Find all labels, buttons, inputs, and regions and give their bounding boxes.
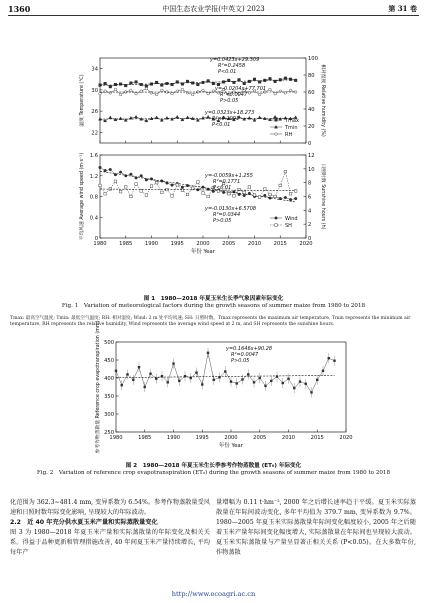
fig2-ytick-label: 500 [104,340,114,346]
fig1-top-point-tmax [253,78,256,81]
fig1-middle-point-sh [124,186,127,189]
fig1-top-point-tmax [212,82,215,85]
fig1-middle-point-sh [186,193,189,196]
fig1-top-point-tmax [109,85,112,88]
fig1-middle-legend-label: Wind [285,216,298,222]
fig1-middle-ylabel: 平均风速 Average wind speed (m·s⁻¹) [80,152,85,241]
fig2-point [305,383,307,385]
fig1-top-annotation: R²=0.0047 [220,92,248,98]
fig2-point [287,378,289,380]
fig1-middle-point-wind [284,196,287,199]
fig1-middle-annotation: y=-0.0059x+1.255 [205,173,253,179]
fig1-top-annotation: y=0.0323x+18.273 [205,110,255,116]
fig1-middle-point-wind [233,191,236,194]
fig1-middle-point-sh [191,187,194,190]
fig1-middle-annotation: P<0.01 [213,185,232,191]
fig1-top-point-rh [119,93,122,96]
fig2-annotation: y=0.1646x+90.28 [226,346,273,352]
fig1-middle-xtick-label: 1990 [144,241,159,247]
fig1-middle-point-sh [161,191,164,194]
fig1-middle-point-sh [253,194,256,197]
fig2-point [310,391,312,393]
left-paragraph-1: 化范围为 362.3~481.4 mm, 变异系数为 6.54%。参考作物蒸散量受风速和日照时数年际变化影响, 呈现较大的年际波动。 [10,499,210,516]
fig2-ytick-label: 250 [104,430,114,436]
fig2-ytick-label: 350 [104,394,114,400]
fig1-top-point-rh [289,89,292,92]
fig1-middle-point-sh [114,180,117,183]
fig2-point [132,379,134,381]
fig1-middle-point-sh [99,184,102,187]
fig1-middle-point-wind [119,171,122,174]
fig1-middle-xtick-label: 1995 [170,241,184,247]
fig1-top-legend-label: Tmin [285,125,298,131]
fig2-annotation: P>0.05 [231,358,250,364]
fig1-middle-annotation: P>0.05 [213,218,232,224]
fig1-top-annotation: P<0.01 [212,122,231,128]
fig1-middle-point-sh [119,190,122,193]
fig1-middle-point-sh [289,192,292,195]
fig1-middle-point-sh [130,195,133,198]
fig1-top-point-rh [99,92,102,95]
fig1-middle-ytick-label: 1.6 [89,153,98,159]
left-paragraph-2: 图 3 为 1980—2018 年夏玉米产量和实际蒸散量的年际变化及相关关系。得益于品种更新和管理措施改善, 40 年间夏玉米产量持续增长, 平均每年产 [10,529,210,556]
fig1-top-point-tmax [130,82,133,85]
fig1-middle-point-wind [99,166,102,169]
fig2-ytick-label: 400 [104,376,114,382]
fig1-middle-ytick-right-label: 8 [308,180,312,187]
fig2-point [149,372,151,374]
fig1-middle-point-wind [104,169,107,172]
fig1-middle-point-wind [140,174,143,177]
fig1-middle-line-sh [100,172,296,198]
fig2-point [259,377,261,379]
fig1-middle-point-sh [104,192,107,195]
fig1-middle-point-sh [269,193,272,196]
fig1-top-point-tmax [238,78,241,81]
right-paragraph-1: 量增幅为 0.11 t·hm⁻², 2000 年之后增长速率趋于平缓。夏玉米实际蒸散量在年际间波动变化, 多年平均值为 379.7 mm, 变异系数为 9.7%。1980—2005 年夏玉米实际蒸散量年际间变化幅度较小, 2005 年之后随着玉米产量年际间变化幅度增大, 实际蒸散量在年际间也呈现较大波动。夏玉米实际蒸散量与产量呈显著正相关关系 (P<0.05)。在大多数年份, 作物蒸散 [216,499,416,556]
fig1-middle-point-sh [279,184,282,187]
fig1-top-point-tmax [145,85,148,88]
fig1-middle-point-sh [150,185,153,188]
fig1-middle-xtick-label: 2005 [222,241,236,247]
fig1-top-point-rh [135,92,138,95]
fig1-middle-point-sh [197,181,200,184]
fig2-ytick-label: 300 [104,412,114,418]
fig2-point [155,378,157,380]
fig1-middle-point-sh [233,195,236,198]
fig1-middle-point-sh [135,183,138,186]
fig1-top-annotation: R²=0.2091 [212,116,240,122]
fig2-xtick-label: 1985 [138,435,152,441]
fig1-middle-point-sh [207,195,210,198]
fig1-top-point-tmax [171,83,174,86]
fig2-point [207,352,209,354]
fig1-top-point-tmax [135,81,138,84]
fig1-middle-point-wind [248,192,251,195]
fig2-point [247,373,249,375]
fig1-middle-point-sh [258,196,261,199]
fig1-middle-xtick-label: 2020 [299,241,313,247]
fig1-top-annotation: R²=0.2458 [218,63,246,69]
fig1-top-point-tmax [284,77,287,80]
fig1-top-point-tmax [227,79,230,82]
fig1-middle-xtick-label: 1980 [93,241,107,247]
fig1-middle-ylabel-right: 日照时数 Sunshine hours (h) [320,163,325,230]
fig1-top-point-rh [191,93,194,96]
fig1-top-point-tmax [114,83,117,86]
fig1-top-ytick-right-label: 20 [308,124,315,130]
fig2-xtick-label: 2000 [224,435,238,441]
fig2-xtick-label: 1990 [166,435,181,441]
fig2-point [264,385,266,387]
fig1-middle-point-wind [294,197,297,200]
fig1-top-point-tmin [248,116,251,119]
fig1-top-legend-label: Tmax [285,118,299,124]
fig1-top-point-tmin [109,116,112,119]
journal-title: 中国生态农业学报(中英文) 2023 [162,5,265,13]
fig1-top-point-tmax [207,80,210,83]
fig2-point [121,384,123,386]
fig1-top-ytick-right-label: 40 [308,107,315,113]
fig1-top-point-rh [269,88,272,91]
fig2-point [316,379,318,381]
fig1-middle-ytick-label: 0.4 [89,215,98,222]
fig1-middle-xtick-label: 2000 [196,241,210,247]
fig2-point [282,382,284,384]
section-heading: 2.2 近 40 年充分供水夏玉米产量和实际蒸散量变化 [10,519,158,526]
fig2-xtick-label: 2005 [253,435,267,441]
fig1-middle-line-wind [100,167,296,199]
fig2-xlabel: 年份 Year [219,443,243,449]
fig1-top-point-tmax [294,79,297,82]
fig1-top-ytick-right-label: 100 [308,56,318,62]
fig1-top-ylabel: 温度 Temperature (℃) [80,74,85,127]
fig2-annotation: R²=0.0047 [231,352,259,358]
fig1-top-point-tmax [161,84,164,87]
fig1-middle-point-wind [145,179,148,182]
fig2-point [172,362,174,364]
fig1-top-ytick-right-label: 0 [308,141,312,147]
fig1-top-point-tmax [104,82,107,85]
fig1-top-point-tmin [176,115,179,118]
fig2-point [293,387,295,389]
fig1-top-point-rh [171,92,174,95]
fig1-middle-point-sh [176,183,179,186]
fig2-caption-cn: 图 2 1980—2018 年夏玉米生长季参考作物蒸散量 (ET₀) 年际变化 [125,463,302,469]
fig2-point [115,370,117,372]
fig1-top-point-rh [130,89,133,92]
fig1-top-point-rh [161,89,164,92]
fig1-middle-point-sh [145,194,148,197]
fig1-middle-point-sh [264,188,267,191]
fig1-top-ytick-label: 22 [91,130,98,137]
fig1-top-point-rh [202,89,205,92]
page-number: 1360 [8,4,31,14]
fig2-xtick-label: 2010 [281,435,296,441]
fig2-point [144,386,146,388]
fig1-middle-point-wind [130,173,133,176]
fig1-top-point-tmax [186,80,189,83]
fig1-middle-point-wind [109,168,112,171]
fig2-point [270,380,272,382]
fig2-point [138,366,140,368]
fig1-top-point-rh [181,88,184,91]
fig1-middle-point-wind [243,194,246,197]
fig1-middle-ytick-right-label: 0 [308,236,312,242]
fig1-caption [10,296,417,310]
fig1-middle-xlabel: 年份 Year [191,249,215,255]
fig1-middle-point-sh [171,195,174,198]
fig1-top-legend-label: RH [285,132,293,138]
fig2-point [241,378,243,380]
fig1-middle-legend-label: SH [285,223,292,229]
fig1-top-point-rh [274,92,277,95]
fig1-top-point-tmax [269,77,272,80]
fig2-point [299,380,301,382]
fig2-point [236,382,238,384]
fig2-ytick-label: 450 [104,358,114,364]
fig2-xtick-label: 2020 [339,435,353,441]
fig2-point [224,370,226,372]
fig1-top-ytick-label: 26 [91,109,98,116]
left-column [10,498,210,558]
fig1-top-annotation: y=-0.0204x+77.701 [215,86,267,92]
fig2-point [328,357,330,359]
fig1-top-ytick-label: 30 [91,87,98,94]
footer-url[interactable]: http://www.ecoagri.ac.cn [171,590,256,598]
fig1-top-legend-marker [275,133,278,136]
fig1-middle-point-sh [243,191,246,194]
fig2-xtick-label: 2015 [310,435,324,441]
right-column [216,498,416,558]
fig1-middle-legend-marker [275,217,278,220]
fig2-point [230,380,232,382]
fig2-point [167,381,169,383]
fig1-top-point-tmin [274,115,277,118]
fig1-middle-xtick-label: 1985 [119,241,133,247]
fig1-middle-point-sh [140,190,143,193]
fig1-top-plot-frame [100,58,306,143]
fig1-middle-point-wind [181,186,184,189]
fig1-top-point-tmin [135,115,138,118]
fig1-middle-point-sh [248,186,251,189]
fig1-top-point-tmin [155,116,158,119]
fig1-top-point-rh [258,93,261,96]
fig1-top-point-tmax [243,82,246,85]
fig1-top-legend-marker [275,119,278,122]
fig2-ylabel: 参考作物蒸散量 Reference crop evapotranspiration (mm) [96,320,101,454]
fig1-top-ytick-right-label: 80 [308,73,315,79]
fig2-xtick-label: 1995 [195,435,209,441]
fig1-top-point-rh [155,93,158,96]
fig1-middle-ytick-label: 1.2 [89,173,98,180]
fig1-middle-ytick-right-label: 10 [308,166,315,173]
fig1-middle-point-wind [264,194,267,197]
fig1-middle-annotation: R²=0.1771 [213,179,241,185]
fig1-middle-point-wind [222,191,225,194]
fig2-point [201,383,203,385]
fig1-top-annotation: P<0.01 [218,69,237,75]
fig1-top-ytick-label: 34 [91,66,98,73]
fig1-top-point-tmax [279,78,282,81]
fig2-point [126,373,128,375]
fig1-middle-xtick-label: 2010 [247,241,262,247]
fig2-xtick-label: 1980 [109,435,123,441]
fig1-top-point-rh [145,87,148,90]
fig1-top-point-tmax [197,83,200,86]
fig1-note: Tmax: 最高空气温度; Tmin: 最低空气温度; RH: 相对湿度; Wind: 2 m 处平均风速; SH: 日照时数。Tmax represents the maximum air temperature, Tmin represents the minimum air temperature, RH represents the relative humidity, Wind represents the average wind speed at 2 m, and SH represents the sunshine hours. [10,316,411,328]
fig1-caption-en: Fig. 1 Variation of meteorological factors during the growth seasons of summer maize from 1980 to 2018 [61,303,366,309]
fig1-middle-ytick-label: 0.8 [89,194,98,201]
fig1-middle-point-sh [227,192,230,195]
fig1-middle-ytick-right-label: 6 [308,194,312,201]
fig1-middle-ytick-right-label: 4 [308,208,312,215]
fig1-middle-ytick-right-label: 12 [308,153,315,159]
fig1-top-point-rh [114,88,117,91]
fig1-middle-point-wind [289,198,292,201]
fig1-middle-xtick-label: 2015 [273,241,287,247]
fig2-point [333,360,335,362]
fig1-middle-legend-marker [275,224,278,227]
fig1-middle-annotation: y=-0.0130x+6.5708 [205,206,257,212]
fig2-point [190,377,192,379]
fig1-top-annotation: y=0.0423x+29.309 [210,57,260,63]
fig2-point [322,370,324,372]
fig1-top-point-tmax [140,83,143,86]
fig1-top-ylabel-right: 相对湿度 Relative humidity (%) [320,64,325,137]
fig1-middle-point-sh [181,189,184,192]
volume-label: 第 31 卷 [388,4,417,13]
fig1-middle-point-sh [155,181,158,184]
fig1-top-point-tmin [119,117,122,120]
fig2-caption-en: Fig. 2 Variation of reference crop evapotranspiration (ET₀) during the growth seasons of summer maize from 1980 to 2018 [36,470,391,476]
fig1-top-annotation: P>0.05 [220,98,239,104]
fig1-middle-point-sh [294,190,297,193]
fig1-top-ytick-right-label: 60 [308,90,315,96]
fig1-top-point-rh [207,92,210,95]
fig1-top-point-tmax [155,81,158,84]
fig2-point [213,379,215,381]
fig2-point [178,380,180,382]
fig1-middle-annotation: R²=0.0344 [213,212,241,218]
fig1-middle-ytick-label: 0 [94,236,98,242]
fig2-caption [10,463,417,477]
fig1-middle-point-sh [284,170,287,173]
fig1-middle-point-sh [274,195,277,198]
fig1-middle-trend-wind [100,171,296,202]
fig1-middle-ytick-right-label: 2 [308,222,312,229]
fig1-middle-point-sh [202,192,205,195]
fig1-middle-point-wind [171,184,174,187]
fig1-middle-point-sh [238,188,241,191]
fig1-caption-cn: 图 1 1980—2018 年夏玉米生长季气象因素年际变化 [143,296,284,302]
fig2-point [195,371,197,373]
fig1-top-point-tmin [186,116,189,119]
fig2-point [253,381,255,383]
